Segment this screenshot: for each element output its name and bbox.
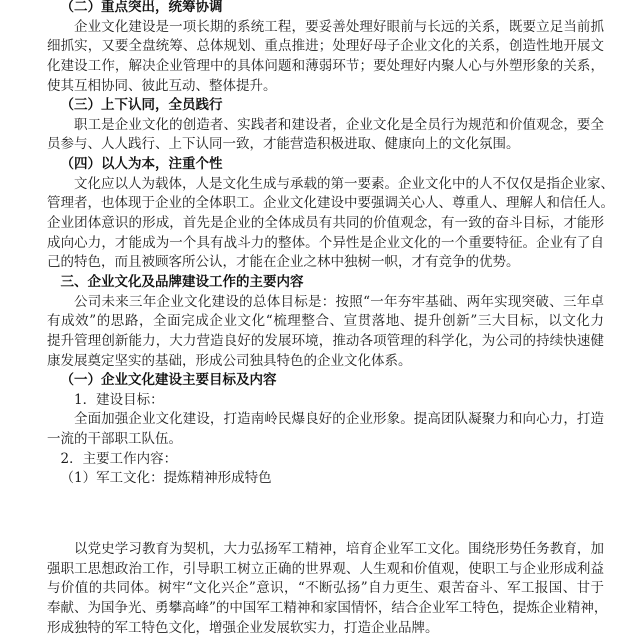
paragraph-line: 化建设工作，解决企业管理中的具体问题和薄弱环节；要处理好内聚人心与外塑形象的关系，: [47, 57, 604, 74]
paragraph-overall-goal: [47, 293, 604, 372]
paragraph-line: 一流的干部职工队伍。: [47, 431, 182, 448]
paragraph-line: 以党史学习教育为契机，大力弘扬军工精神，培育企业军工文化。围绕形势任务教育，加: [74, 541, 604, 558]
paragraph-line: 形成独特的军工特色文化，增强企业发展软实力，打造企业品牌。: [47, 619, 439, 636]
section-heading-people-oriented: （四）以人为本，注重个性: [60, 156, 223, 173]
paragraph-line: 奉献、为国争光、勇攀高峰”的中国军工精神和家国情怀，结合企业军工特色，提炼企业精神，: [47, 599, 608, 616]
paragraph-line: 管理者，也体现于企业的全体职工。企业文化建设中要强调关心人、尊重人、理解人和信任人。: [47, 195, 614, 212]
paragraph-line: 公司未来三年企业文化建设的总体目标是：按照“一年夯牢基础、两年实现突破、三年卓: [74, 293, 604, 310]
paragraph-line: 全面加强企业文化建设，打造南岭民爆良好的企业形象。提高团队凝聚力和向心力，打造: [74, 411, 604, 428]
paragraph-military-culture: [47, 540, 608, 638]
section-heading-key-focus: （二）重点突出，统筹协调: [60, 0, 223, 15]
part-heading-main-content: 三、企业文化及品牌建设工作的主要内容: [60, 273, 304, 290]
paragraph-line: 文化应以人为载体，人是文化生成与承载的第一要素。企业文化中的人不仅仅是指企业家、: [74, 175, 614, 192]
paragraph-line: 强职工思想政治工作，引导职工树立正确的世界观、人生观和价值观，使职工与企业形成利益: [47, 560, 604, 577]
paragraph-line: 康发展奠定坚实的基础，形成公司独具特色的企业文化体系。: [47, 352, 412, 369]
paragraph-line: 成向心力，才能成为一个具有战斗力的整体。个异性是企业文化的一个重要特征。企业有了自: [47, 234, 604, 251]
paragraph-line: 职工是企业文化的创造者、实践者和建设者，企业文化是全员行为规范和价值观念，要全: [74, 116, 604, 133]
subsection-heading-goals-content: （一）企业文化建设主要目标及内容: [60, 372, 277, 389]
paragraph-line: 与价值的共同体。树牢“文化兴企”意识，“不断弘扬”自力更生、艰苦奋斗、军工报国、甘于: [47, 580, 604, 597]
document-page: [47, 0, 614, 638]
section-heading-consensus: （三）上下认同，全员践行: [60, 97, 223, 114]
paragraph-line: 企业团体意识的形成，首先是企业的全体成员有共同的价值观念，有一致的奋斗目标，才能形: [47, 215, 604, 232]
list-item-label-military-culture: （1）军工文化：提炼精神形成特色: [60, 470, 272, 487]
paragraph-line: 使其互相协同、彼此互动、整体提升。: [47, 77, 277, 94]
paragraph-people-oriented: [47, 175, 614, 273]
paragraph-line: 提升管理创新能力，大力营造良好的发展环境，推动各项管理的科学化，为公司的持续快速健: [47, 332, 604, 349]
list-item-label-work: 2．主要工作内容：: [60, 450, 178, 467]
paragraph-line: 细抓实，又要全盘统筹、总体规划、重点推进；处理好母子企业文化的关系，创造性地开展文: [47, 38, 604, 55]
list-item-label-goal: 1．建设目标：: [74, 391, 164, 408]
paragraph-line: 员参与、人人践行、上下认同一致，才能营造积极进取、健康向上的文化氛围。: [47, 136, 520, 153]
paragraph-consensus: [47, 116, 604, 155]
paragraph-key-focus: [47, 18, 604, 97]
paragraph-goal: [47, 410, 604, 449]
paragraph-line: 己的特色，而且被顾客所公认，才能在企业之林中独树一帜，才有竞争的优势。: [47, 254, 520, 271]
paragraph-line: 企业文化建设是一项长期的系统工程，要妥善处理好眼前与长远的关系，既要立足当前抓: [74, 18, 604, 35]
paragraph-line: 有成效”的思路，全面完成企业文化“梳理整合、宣贯落地、提升创新”三大目标，以文化力: [47, 313, 604, 330]
